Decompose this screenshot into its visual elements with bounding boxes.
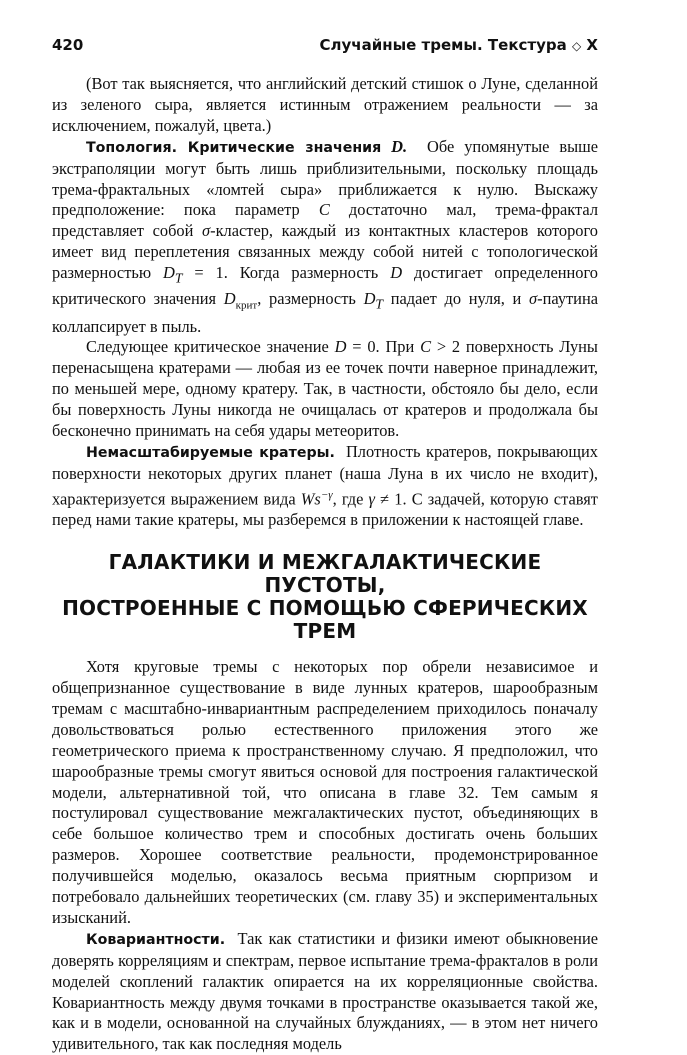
math-sigma: σ [202, 221, 211, 241]
chapter-number: X [586, 36, 598, 54]
math-greater-two: > 2 [436, 337, 461, 357]
text-span: достаточно мал, трема-фрактал представляет собой [52, 200, 599, 241]
math-equals-one: = 1. [194, 263, 228, 283]
text-span: Плотность кратеров, покрывающих поверхности некоторых других планет (наша Луна в их число не входит), характеризуется выражением вида [52, 441, 598, 509]
math-subscript-T: T [375, 296, 384, 312]
section-title [52, 551, 598, 643]
paragraph-covariances [52, 929, 598, 1055]
run-in-heading-covariances: Ковариантности. [86, 931, 226, 948]
paragraph-galaxies: Хотя круговые тремы с некоторых пор обрели независимое и общепризнанное существование в виде лунных кратеров, шарообразным тремам с масштабно-инвариантным распределением приходилось поначалу довольствоваться ролью естественного приложения этого же геометрического приема к пространственному случаю. Я предположил, что шарообразные тремы смогут явиться основой для построения галактической модели, альтернативной той, что описана в главе 32. Тем самым я постулировал существование межгалактических пустот, объединяющих в себе большое количество трем и способных достигать очень больших размеров. Хорошее соответствие реальности, продемонстрированное получившейся моделью, оказалось весьма приятным сюрпризом и потребовало дальнейших теоретических (см. главу 35) и экспериментальных изысканий. [52, 657, 598, 927]
running-title: Случайные тремы. Текстура [319, 36, 567, 54]
paragraph-nonscaling-craters [52, 442, 598, 531]
math-exponent: −γ [320, 488, 333, 501]
math-D: D [363, 289, 376, 309]
text-span: достигает определенного критического значения [52, 263, 598, 309]
text-span: С задачей, которую ставят перед нами такие кратеры, мы разберемся в приложении к настоящей главе. [52, 489, 598, 530]
math-equals-zero: = 0. [352, 337, 380, 357]
diamond-icon: ◇ [571, 39, 582, 53]
book-page [52, 36, 598, 1055]
math-gamma: γ [368, 489, 375, 509]
running-title-group [320, 36, 598, 54]
text-span: Когда размерность [239, 263, 379, 283]
text-span: -паутина коллапсирует в пыль. [52, 289, 598, 336]
running-header [52, 36, 598, 54]
text-span: -кластер, каждый из контактных кластеров которого имеет вид переплетения связанных между собой нитей с топологической размерностью [52, 221, 598, 283]
math-Ws: Ws [300, 489, 321, 509]
paragraph-moon-rhyme: (Вот так выясняется, что английский детский стишок о Луне, сделанной из зеленого сыра, является истинным отражением реальности — за исключением, пожалуй, цвета.) [52, 74, 598, 135]
math-D: D [163, 263, 175, 283]
math-subscript-T: T [174, 270, 183, 286]
text-span: При [385, 337, 415, 357]
math-not-equal-one: ≠ 1. [380, 489, 407, 509]
run-in-heading-topology: Топология. Критические значения [86, 139, 382, 156]
math-C: C [318, 200, 330, 220]
math-D: D [334, 337, 347, 357]
section-title-line-1: ГАЛАКТИКИ И МЕЖГАЛАКТИЧЕСКИЕ ПУСТОТЫ, [108, 550, 542, 598]
page-number: 420 [52, 36, 84, 54]
text-span: Следующее критическое значение [86, 337, 329, 357]
math-C: C [420, 337, 432, 357]
text-span: , где [332, 489, 364, 509]
text-span: , размерность [257, 289, 356, 309]
text-span: Так как статистики и физики имеют обыкновение доверять корреляциям и спектрам, первое испытание трема-фракталов в роли моделей скоплений галактик опирается на их корреляционные свойства. Ковариантность между двумя точками в пространстве оказывается такой же, как и в модели, основанной на случайных блужданиях, — в этом нет ничего удивительного, так как последняя модель [52, 928, 598, 1054]
run-in-heading-nonscaling: Немасштабируемые кратеры. [86, 444, 335, 461]
text-span: поверхность Луны перенасыщена кратерами — любая из ее точек почти наверное принадлежит, по меньшей мере, одному кратеру. Так, в частности, обстояло бы дело, если бы поверхность Луны никогда не очищалась от кратеров и продолжала бы бесконечно принимать на себя удары метеоритов. [52, 337, 598, 441]
math-sigma: σ [529, 289, 538, 309]
text-span: Обе упомянутые выше экстраполяции могут быть лишь приблизительными, поскольку площадь трема-фрактальных «ломтей сыра» приближается к нулю. Выскажу предположение: пока параметр [52, 136, 598, 220]
section-title-line-2: ПОСТРОЕННЫЕ С ПОМОЩЬЮ СФЕРИЧЕСКИХ ТРЕМ [62, 596, 588, 644]
math-D: D [390, 263, 403, 283]
math-D-heading: D. [391, 136, 408, 156]
paragraph-topology [52, 137, 598, 338]
math-subscript-crit: крит [235, 299, 258, 312]
text-span: падает до нуля, и [390, 289, 522, 309]
math-D: D [223, 289, 236, 309]
paragraph-critical-zero [52, 337, 598, 442]
